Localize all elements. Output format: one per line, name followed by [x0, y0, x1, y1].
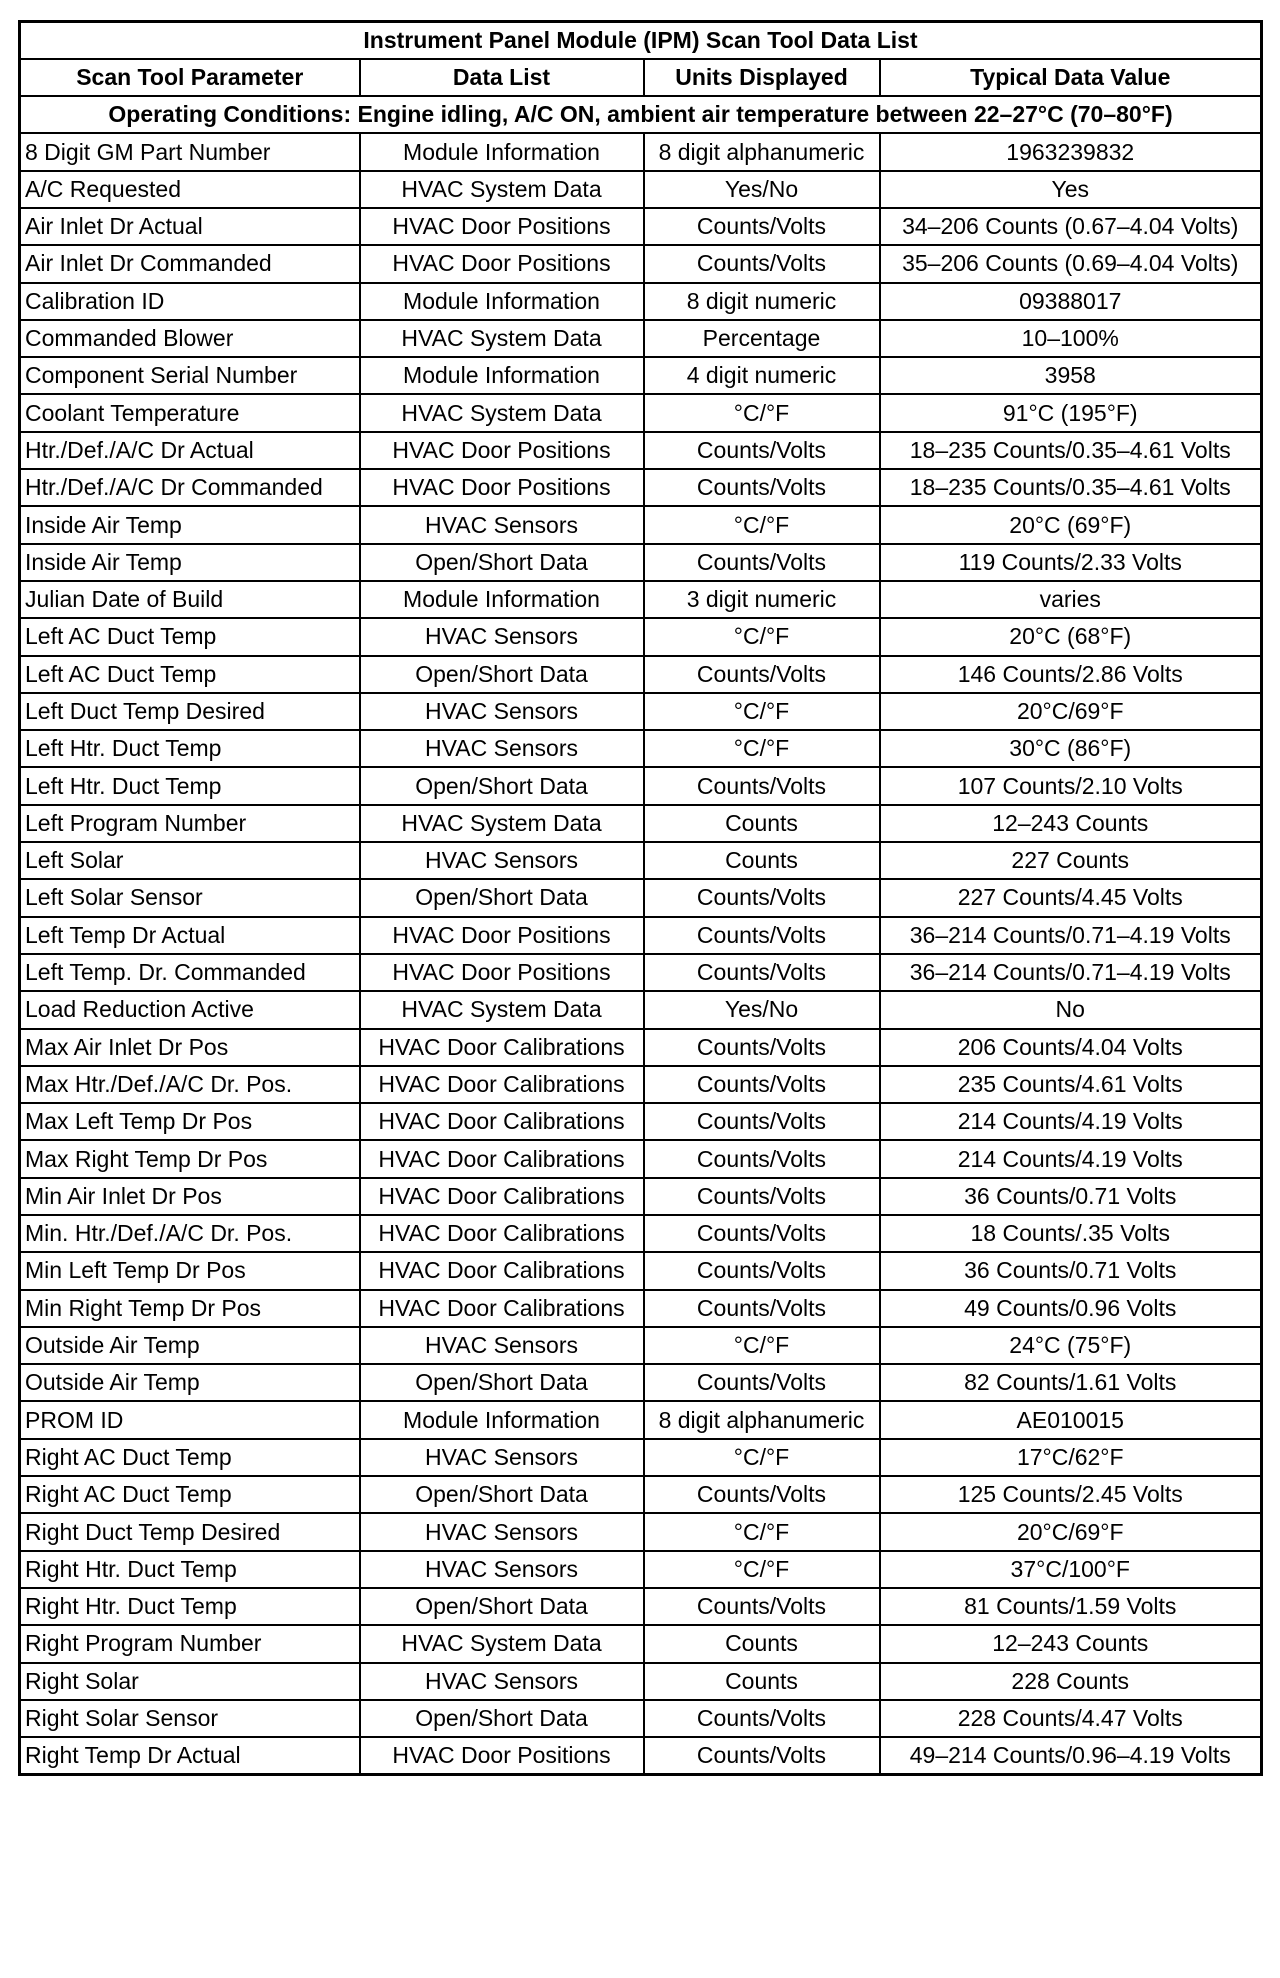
title-row: [20, 22, 1262, 59]
data-list-cell: HVAC Sensors: [360, 693, 644, 730]
units-displayed-cell: Counts: [644, 1625, 880, 1662]
data-list-cell: HVAC System Data: [360, 171, 644, 208]
data-list-cell: HVAC Sensors: [360, 730, 644, 767]
typical-data-value-cell: 228 Counts: [880, 1663, 1262, 1700]
data-list-cell: HVAC Door Positions: [360, 245, 644, 282]
typical-data-value-cell: 125 Counts/2.45 Volts: [880, 1476, 1262, 1513]
units-displayed-cell: Counts/Volts: [644, 954, 880, 991]
scan-tool-parameter-cell: Left AC Duct Temp: [20, 656, 360, 693]
scan-tool-parameter-cell: Right Duct Temp Desired: [20, 1513, 360, 1550]
table-row: [20, 1215, 1262, 1252]
typical-data-value-cell: 12–243 Counts: [880, 1625, 1262, 1662]
scan-tool-parameter-cell: Left Htr. Duct Temp: [20, 767, 360, 804]
scan-tool-parameter-cell: Min Air Inlet Dr Pos: [20, 1178, 360, 1215]
table-row: [20, 1476, 1262, 1513]
data-list-cell: Module Information: [360, 133, 644, 170]
units-displayed-cell: 3 digit numeric: [644, 581, 880, 618]
table-row: [20, 1364, 1262, 1401]
typical-data-value-cell: 235 Counts/4.61 Volts: [880, 1066, 1262, 1103]
scan-tool-parameter-cell: Left Solar: [20, 842, 360, 879]
table-row: [20, 1513, 1262, 1550]
typical-data-value-cell: No: [880, 991, 1262, 1028]
typical-data-value-cell: 37°C/100°F: [880, 1551, 1262, 1588]
typical-data-value-cell: 91°C (195°F): [880, 394, 1262, 431]
header-row: [20, 59, 1262, 96]
data-list-cell: Open/Short Data: [360, 767, 644, 804]
typical-data-value-cell: 49–214 Counts/0.96–4.19 Volts: [880, 1737, 1262, 1774]
table-row: [20, 879, 1262, 916]
typical-data-value-cell: 36 Counts/0.71 Volts: [880, 1252, 1262, 1289]
scan-tool-parameter-cell: Min. Htr./Def./A/C Dr. Pos.: [20, 1215, 360, 1252]
scan-tool-parameter-cell: Left Program Number: [20, 805, 360, 842]
typical-data-value-cell: varies: [880, 581, 1262, 618]
data-list-cell: Module Information: [360, 1401, 644, 1438]
units-displayed-cell: °C/°F: [644, 730, 880, 767]
data-list-cell: HVAC System Data: [360, 991, 644, 1028]
data-list-cell: HVAC Door Positions: [360, 432, 644, 469]
data-list-cell: HVAC Door Calibrations: [360, 1215, 644, 1252]
data-list-cell: HVAC Sensors: [360, 618, 644, 655]
table-row: [20, 1140, 1262, 1177]
units-displayed-cell: °C/°F: [644, 618, 880, 655]
units-displayed-cell: Counts/Volts: [644, 208, 880, 245]
table-row: [20, 283, 1262, 320]
scan-tool-parameter-cell: Calibration ID: [20, 283, 360, 320]
data-list-cell: Module Information: [360, 581, 644, 618]
typical-data-value-cell: 35–206 Counts (0.69–4.04 Volts): [880, 245, 1262, 282]
typical-data-value-cell: 146 Counts/2.86 Volts: [880, 656, 1262, 693]
units-displayed-cell: Counts/Volts: [644, 1252, 880, 1289]
table-row: [20, 581, 1262, 618]
typical-data-value-cell: AE010015: [880, 1401, 1262, 1438]
data-list-cell: HVAC Door Calibrations: [360, 1103, 644, 1140]
units-displayed-cell: Counts: [644, 842, 880, 879]
table-row: [20, 1625, 1262, 1662]
scan-tool-parameter-cell: Left Htr. Duct Temp: [20, 730, 360, 767]
data-list-cell: HVAC Door Calibrations: [360, 1290, 644, 1327]
typical-data-value-cell: 30°C (86°F): [880, 730, 1262, 767]
units-displayed-cell: °C/°F: [644, 394, 880, 431]
units-displayed-cell: 8 digit numeric: [644, 283, 880, 320]
typical-data-value-cell: 24°C (75°F): [880, 1327, 1262, 1364]
data-list-cell: HVAC Door Calibrations: [360, 1066, 644, 1103]
table-row: [20, 842, 1262, 879]
table-title: Instrument Panel Module (IPM) Scan Tool Data List: [20, 22, 1262, 59]
typical-data-value-cell: 18–235 Counts/0.35–4.61 Volts: [880, 432, 1262, 469]
data-list-cell: HVAC Sensors: [360, 506, 644, 543]
data-list-cell: HVAC System Data: [360, 320, 644, 357]
table-row: [20, 394, 1262, 431]
data-list-cell: HVAC Door Calibrations: [360, 1029, 644, 1066]
typical-data-value-cell: Yes: [880, 171, 1262, 208]
typical-data-value-cell: 12–243 Counts: [880, 805, 1262, 842]
scan-tool-parameter-cell: Outside Air Temp: [20, 1327, 360, 1364]
data-list-cell: Open/Short Data: [360, 544, 644, 581]
units-displayed-cell: Counts/Volts: [644, 544, 880, 581]
units-displayed-cell: Yes/No: [644, 171, 880, 208]
table-row: [20, 1439, 1262, 1476]
units-displayed-cell: Counts/Volts: [644, 656, 880, 693]
typical-data-value-cell: 18–235 Counts/0.35–4.61 Volts: [880, 469, 1262, 506]
typical-data-value-cell: 119 Counts/2.33 Volts: [880, 544, 1262, 581]
table-row: [20, 1663, 1262, 1700]
data-list-cell: HVAC Sensors: [360, 1551, 644, 1588]
header-typical-data-value: Typical Data Value: [880, 59, 1262, 96]
scan-tool-parameter-cell: Coolant Temperature: [20, 394, 360, 431]
data-list-cell: HVAC Door Positions: [360, 954, 644, 991]
data-list-cell: Module Information: [360, 357, 644, 394]
typical-data-value-cell: 20°C/69°F: [880, 693, 1262, 730]
typical-data-value-cell: 228 Counts/4.47 Volts: [880, 1700, 1262, 1737]
units-displayed-cell: 8 digit alphanumeric: [644, 1401, 880, 1438]
table-row: [20, 917, 1262, 954]
scan-tool-parameter-cell: Right Solar Sensor: [20, 1700, 360, 1737]
data-list-cell: HVAC Door Calibrations: [360, 1140, 644, 1177]
data-list-cell: HVAC Sensors: [360, 1663, 644, 1700]
units-displayed-cell: °C/°F: [644, 1327, 880, 1364]
typical-data-value-cell: 36–214 Counts/0.71–4.19 Volts: [880, 917, 1262, 954]
units-displayed-cell: Counts/Volts: [644, 245, 880, 282]
typical-data-value-cell: 49 Counts/0.96 Volts: [880, 1290, 1262, 1327]
scan-tool-parameter-cell: Air Inlet Dr Actual: [20, 208, 360, 245]
units-displayed-cell: Counts/Volts: [644, 1066, 880, 1103]
scan-tool-parameter-cell: A/C Requested: [20, 171, 360, 208]
units-displayed-cell: °C/°F: [644, 1551, 880, 1588]
table-row: [20, 208, 1262, 245]
typical-data-value-cell: 3958: [880, 357, 1262, 394]
table-row: [20, 506, 1262, 543]
table-body: [20, 133, 1262, 1774]
header-units-displayed: Units Displayed: [644, 59, 880, 96]
data-list-cell: HVAC System Data: [360, 1625, 644, 1662]
units-displayed-cell: Counts/Volts: [644, 1103, 880, 1140]
table-row: [20, 1066, 1262, 1103]
typical-data-value-cell: 09388017: [880, 283, 1262, 320]
units-displayed-cell: 4 digit numeric: [644, 357, 880, 394]
scan-tool-parameter-cell: Htr./Def./A/C Dr Actual: [20, 432, 360, 469]
operating-conditions: Operating Conditions: Engine idling, A/C ON, ambient air temperature between 22–27°C (70–80°F): [20, 96, 1262, 133]
data-list-cell: HVAC Door Positions: [360, 1737, 644, 1774]
units-displayed-cell: Counts/Volts: [644, 469, 880, 506]
scan-tool-parameter-cell: Right AC Duct Temp: [20, 1476, 360, 1513]
units-displayed-cell: °C/°F: [644, 693, 880, 730]
scan-tool-parameter-cell: Max Left Temp Dr Pos: [20, 1103, 360, 1140]
scan-tool-parameter-cell: Left AC Duct Temp: [20, 618, 360, 655]
table-row: [20, 656, 1262, 693]
scan-tool-data-table: [18, 20, 1263, 1776]
units-displayed-cell: Counts/Volts: [644, 1364, 880, 1401]
units-displayed-cell: Percentage: [644, 320, 880, 357]
typical-data-value-cell: 20°C (68°F): [880, 618, 1262, 655]
data-list-cell: HVAC Door Positions: [360, 469, 644, 506]
table-row: [20, 767, 1262, 804]
scan-tool-parameter-cell: Right Temp Dr Actual: [20, 1737, 360, 1774]
data-list-cell: Open/Short Data: [360, 1700, 644, 1737]
units-displayed-cell: °C/°F: [644, 1513, 880, 1550]
header-scan-tool-parameter: Scan Tool Parameter: [20, 59, 360, 96]
typical-data-value-cell: 82 Counts/1.61 Volts: [880, 1364, 1262, 1401]
data-list-cell: Open/Short Data: [360, 1476, 644, 1513]
scan-tool-parameter-cell: Inside Air Temp: [20, 544, 360, 581]
typical-data-value-cell: 227 Counts: [880, 842, 1262, 879]
scan-tool-parameter-cell: Commanded Blower: [20, 320, 360, 357]
units-displayed-cell: Counts/Volts: [644, 1700, 880, 1737]
table-row: [20, 1327, 1262, 1364]
table-row: [20, 1588, 1262, 1625]
data-list-cell: Open/Short Data: [360, 1588, 644, 1625]
data-list-cell: HVAC System Data: [360, 805, 644, 842]
data-list-cell: HVAC Door Positions: [360, 208, 644, 245]
units-displayed-cell: Counts/Volts: [644, 1140, 880, 1177]
scan-tool-parameter-cell: Left Duct Temp Desired: [20, 693, 360, 730]
units-displayed-cell: Counts/Volts: [644, 1215, 880, 1252]
typical-data-value-cell: 10–100%: [880, 320, 1262, 357]
units-displayed-cell: Yes/No: [644, 991, 880, 1028]
scan-tool-parameter-cell: Left Temp Dr Actual: [20, 917, 360, 954]
typical-data-value-cell: 17°C/62°F: [880, 1439, 1262, 1476]
units-displayed-cell: Counts/Volts: [644, 432, 880, 469]
units-displayed-cell: °C/°F: [644, 506, 880, 543]
table-row: [20, 544, 1262, 581]
typical-data-value-cell: 20°C/69°F: [880, 1513, 1262, 1550]
data-list-cell: HVAC Sensors: [360, 1513, 644, 1550]
data-list-cell: Open/Short Data: [360, 879, 644, 916]
table-row: [20, 1737, 1262, 1774]
table-row: [20, 357, 1262, 394]
table-row: [20, 1178, 1262, 1215]
data-list-cell: Open/Short Data: [360, 1364, 644, 1401]
units-displayed-cell: Counts/Volts: [644, 917, 880, 954]
table-row: [20, 954, 1262, 991]
table-row: [20, 1103, 1262, 1140]
table-row: [20, 171, 1262, 208]
scan-tool-parameter-cell: Max Htr./Def./A/C Dr. Pos.: [20, 1066, 360, 1103]
table-row: [20, 618, 1262, 655]
scan-tool-parameter-cell: Left Solar Sensor: [20, 879, 360, 916]
scan-tool-parameter-cell: Max Right Temp Dr Pos: [20, 1140, 360, 1177]
data-list-cell: HVAC Door Positions: [360, 917, 644, 954]
scan-tool-parameter-cell: Right AC Duct Temp: [20, 1439, 360, 1476]
typical-data-value-cell: 34–206 Counts (0.67–4.04 Volts): [880, 208, 1262, 245]
table-row: [20, 320, 1262, 357]
scan-tool-parameter-cell: Left Temp. Dr. Commanded: [20, 954, 360, 991]
data-list-cell: Open/Short Data: [360, 656, 644, 693]
table-row: [20, 693, 1262, 730]
data-list-cell: HVAC Sensors: [360, 842, 644, 879]
typical-data-value-cell: 107 Counts/2.10 Volts: [880, 767, 1262, 804]
table-row: [20, 1551, 1262, 1588]
scan-tool-parameter-cell: Inside Air Temp: [20, 506, 360, 543]
table-row: [20, 432, 1262, 469]
typical-data-value-cell: 36–214 Counts/0.71–4.19 Volts: [880, 954, 1262, 991]
data-list-cell: HVAC Sensors: [360, 1327, 644, 1364]
data-list-cell: HVAC Door Calibrations: [360, 1178, 644, 1215]
table-row: [20, 805, 1262, 842]
data-list-cell: Module Information: [360, 283, 644, 320]
units-displayed-cell: Counts/Volts: [644, 1290, 880, 1327]
units-displayed-cell: Counts/Volts: [644, 1178, 880, 1215]
units-displayed-cell: Counts/Volts: [644, 1029, 880, 1066]
table-row: [20, 469, 1262, 506]
typical-data-value-cell: 1963239832: [880, 133, 1262, 170]
typical-data-value-cell: 20°C (69°F): [880, 506, 1262, 543]
scan-tool-parameter-cell: Air Inlet Dr Commanded: [20, 245, 360, 282]
table-row: [20, 1252, 1262, 1289]
scan-tool-parameter-cell: Max Air Inlet Dr Pos: [20, 1029, 360, 1066]
typical-data-value-cell: 18 Counts/.35 Volts: [880, 1215, 1262, 1252]
units-displayed-cell: Counts/Volts: [644, 1476, 880, 1513]
scan-tool-parameter-cell: Right Solar: [20, 1663, 360, 1700]
scan-tool-parameter-cell: Right Htr. Duct Temp: [20, 1551, 360, 1588]
table-row: [20, 991, 1262, 1028]
scan-tool-parameter-cell: Htr./Def./A/C Dr Commanded: [20, 469, 360, 506]
scan-tool-parameter-cell: Julian Date of Build: [20, 581, 360, 618]
scan-tool-parameter-cell: 8 Digit GM Part Number: [20, 133, 360, 170]
typical-data-value-cell: 214 Counts/4.19 Volts: [880, 1140, 1262, 1177]
table-row: [20, 1401, 1262, 1438]
units-displayed-cell: Counts: [644, 1663, 880, 1700]
table-row: [20, 245, 1262, 282]
scan-tool-parameter-cell: Right Htr. Duct Temp: [20, 1588, 360, 1625]
typical-data-value-cell: 227 Counts/4.45 Volts: [880, 879, 1262, 916]
conditions-row: [20, 96, 1262, 133]
table-row: [20, 133, 1262, 170]
units-displayed-cell: Counts/Volts: [644, 767, 880, 804]
scan-tool-parameter-cell: Min Right Temp Dr Pos: [20, 1290, 360, 1327]
units-displayed-cell: Counts/Volts: [644, 879, 880, 916]
table-row: [20, 1029, 1262, 1066]
header-data-list: Data List: [360, 59, 644, 96]
scan-tool-parameter-cell: Right Program Number: [20, 1625, 360, 1662]
scan-tool-parameter-cell: PROM ID: [20, 1401, 360, 1438]
data-list-cell: HVAC System Data: [360, 394, 644, 431]
units-displayed-cell: 8 digit alphanumeric: [644, 133, 880, 170]
typical-data-value-cell: 36 Counts/0.71 Volts: [880, 1178, 1262, 1215]
units-displayed-cell: Counts/Volts: [644, 1588, 880, 1625]
typical-data-value-cell: 206 Counts/4.04 Volts: [880, 1029, 1262, 1066]
units-displayed-cell: Counts/Volts: [644, 1737, 880, 1774]
units-displayed-cell: °C/°F: [644, 1439, 880, 1476]
data-list-cell: HVAC Door Calibrations: [360, 1252, 644, 1289]
typical-data-value-cell: 214 Counts/4.19 Volts: [880, 1103, 1262, 1140]
units-displayed-cell: Counts: [644, 805, 880, 842]
table-row: [20, 730, 1262, 767]
scan-tool-parameter-cell: Min Left Temp Dr Pos: [20, 1252, 360, 1289]
table-row: [20, 1700, 1262, 1737]
typical-data-value-cell: 81 Counts/1.59 Volts: [880, 1588, 1262, 1625]
data-list-cell: HVAC Sensors: [360, 1439, 644, 1476]
scan-tool-parameter-cell: Component Serial Number: [20, 357, 360, 394]
scan-tool-parameter-cell: Outside Air Temp: [20, 1364, 360, 1401]
scan-tool-parameter-cell: Load Reduction Active: [20, 991, 360, 1028]
table-row: [20, 1290, 1262, 1327]
